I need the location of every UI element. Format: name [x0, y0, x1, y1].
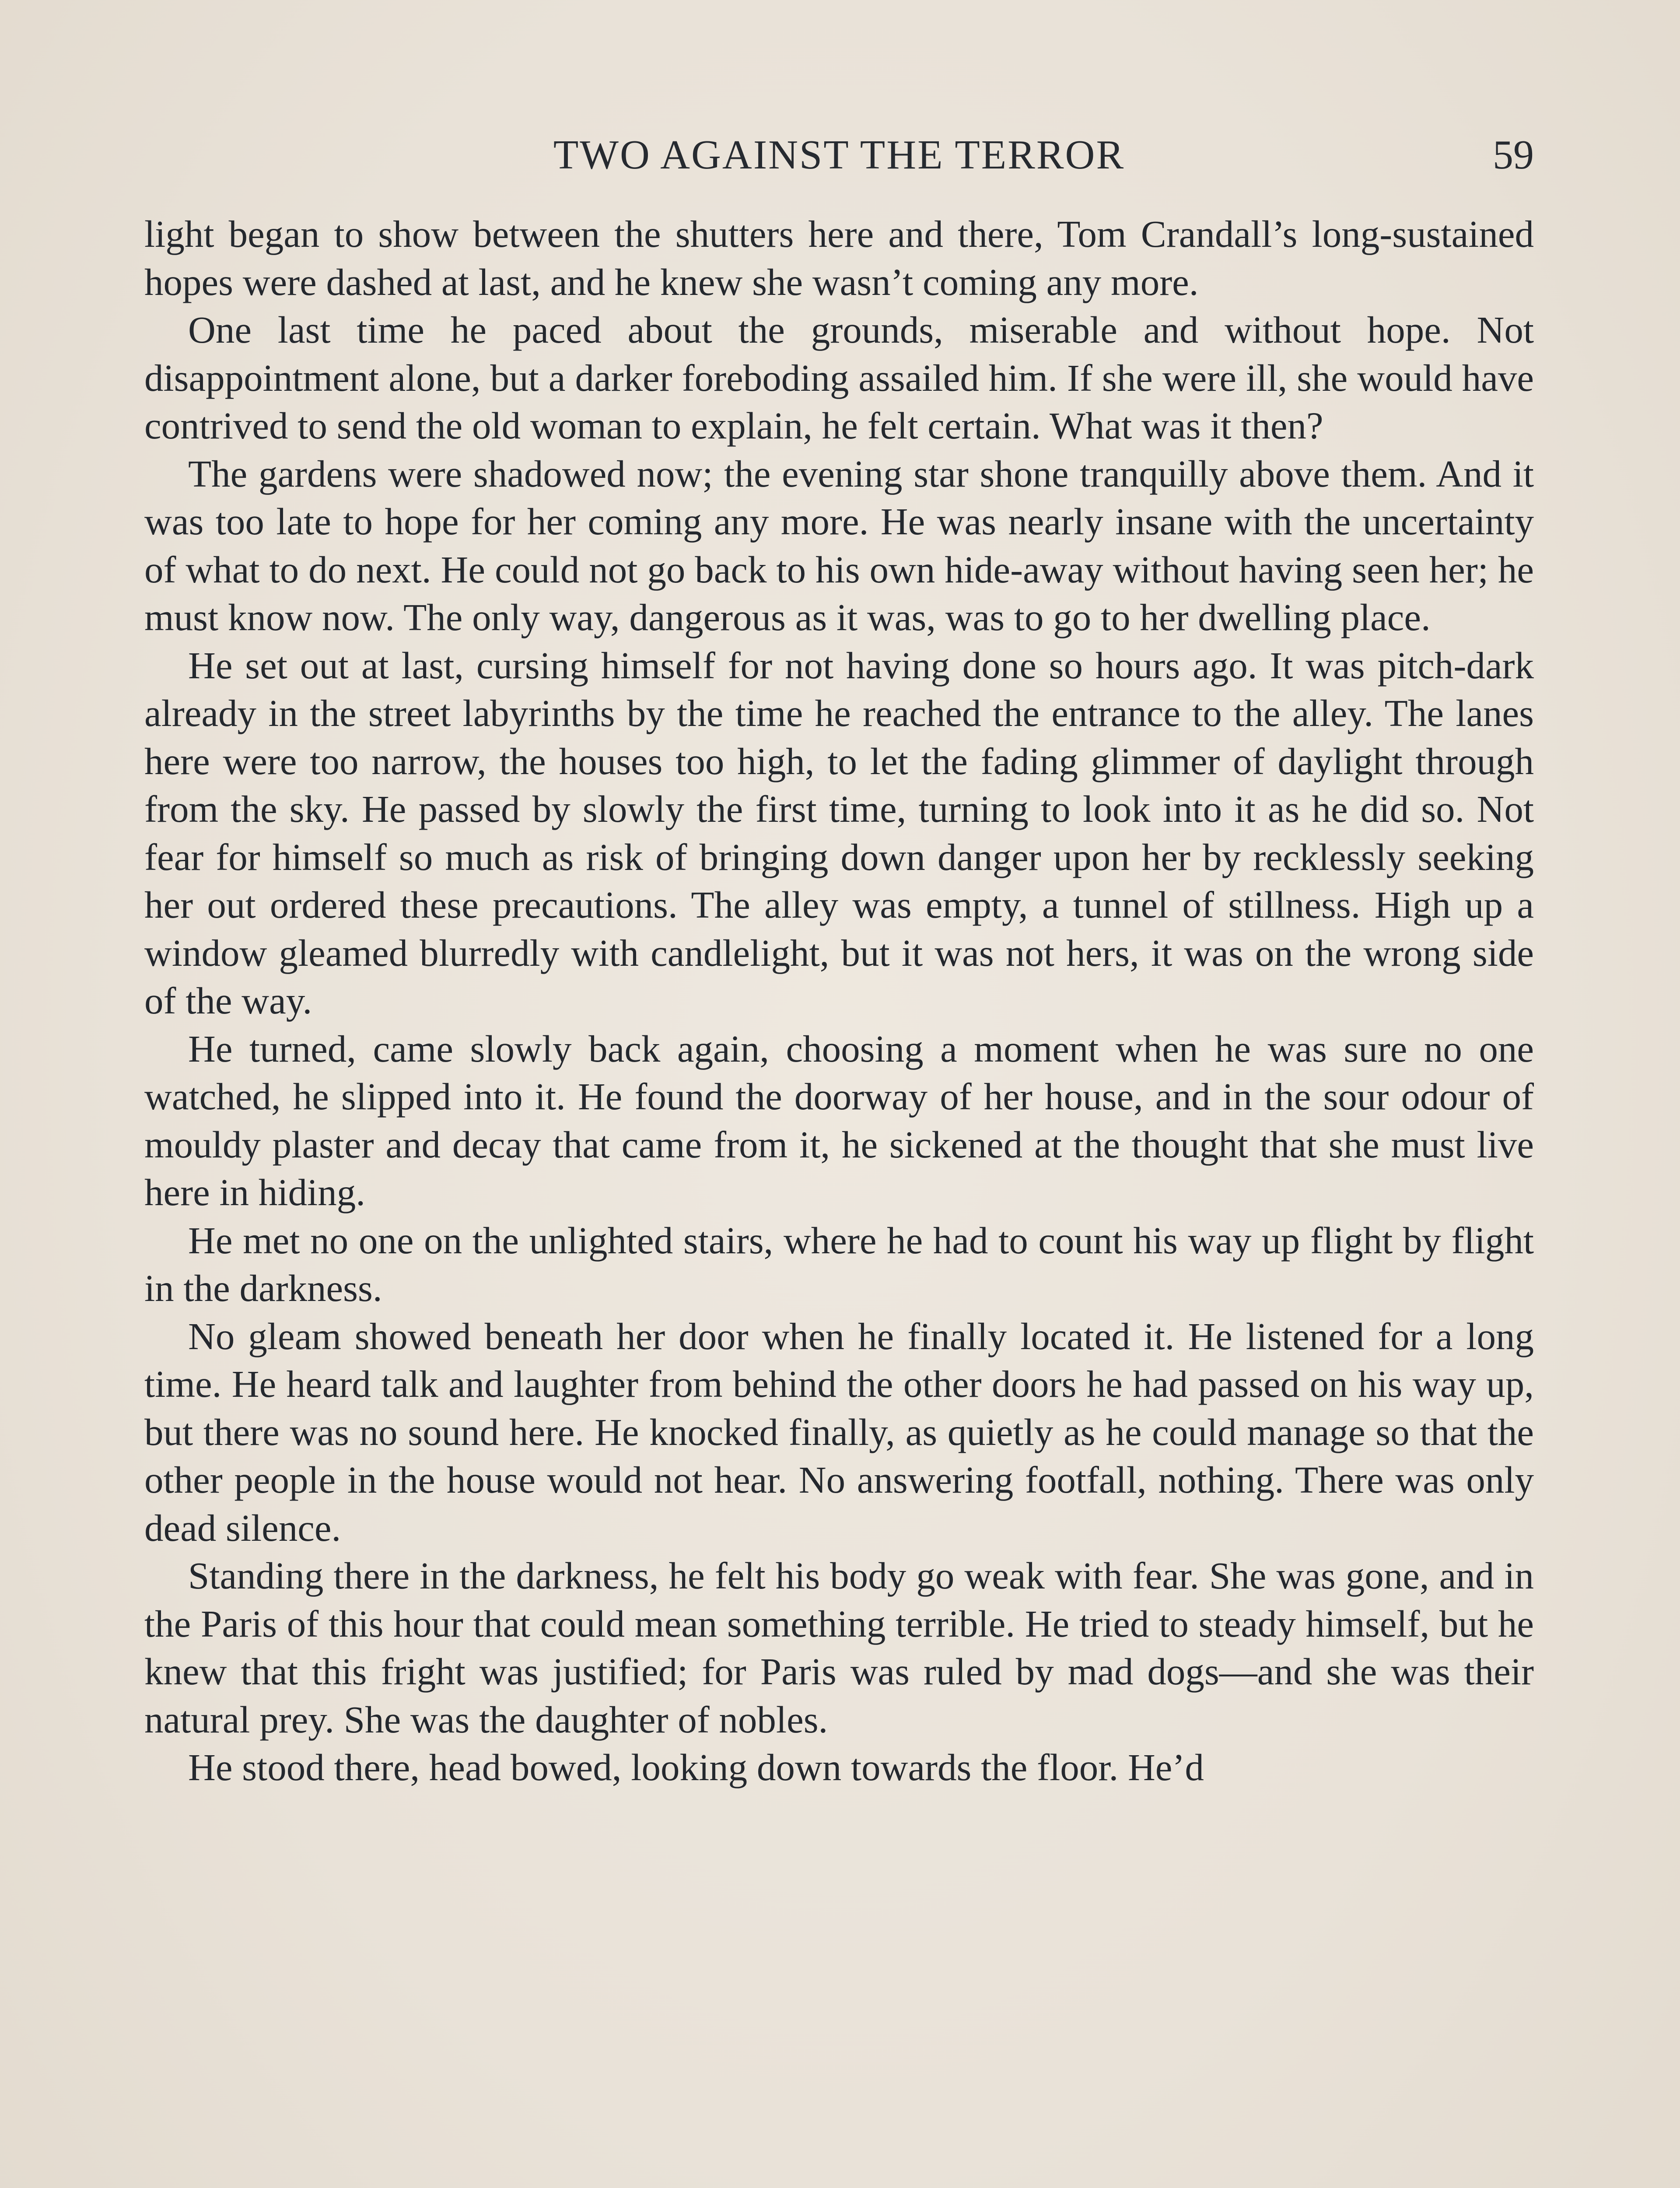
paragraph: One last time he paced about the grounds, miserable and without hope. Not disappointment alone, but a darker foreboding assailed him. If she were ill, she would have contrived to send the old woman to explain, he felt certain. What was it then? — [144, 309, 1534, 447]
body-text — [144, 210, 1534, 1792]
paragraph: He turned, came slowly back again, choosing a moment when he was sure no one watched, he slipped into it. He found the doorway of her house, and in the sour odour of mouldy plaster and decay that came from it, he sickened at the thought that she must live here in hiding. — [144, 1027, 1534, 1213]
paragraph: The gardens were shadowed now; the evening star shone tranquilly above them. And it was too late to hope for her coming any more. He was nearly insane with the uncertainty of what to do next. He could not go back to his own hide-away without having seen her; he must know now. The only way, dangerous as it was, was to go to her dwelling place. — [144, 452, 1534, 638]
paragraph: He set out at last, cursing himself for not having done so hours ago. It was pitch-dark already in the street labyrinths by the time he reached the entrance to the alley. The lanes here were too narrow, the houses too high, to let the fading glimmer of daylight through from the sky. He passed by slowly the first time, turning to look into it as he did so. Not fear for himself so much as risk of bringing down danger upon her by recklessly seeking her out ordered these precautions. The alley was empty, a tunnel of stillness. High up a window gleamed blurredly with candlelight, but it was not hers, it was on the wrong side of the way. — [144, 644, 1534, 1022]
paragraph: light began to show between the shutters here and there, Tom Crandall’s long-sustained hopes were dashed at last, and he knew she wasn’t coming any more. — [144, 213, 1534, 303]
paragraph: He met no one on the unlighted stairs, where he had to count his way up flight by flight in the darkness. — [144, 1219, 1534, 1309]
page-number: 59 — [1493, 132, 1534, 178]
paragraph: No gleam showed beneath her door when he finally located it. He listened for a long time. He heard talk and laughter from behind the other doors he had passed on his way up, but there was no sound here. He knocked finally, as quietly as he could manage so that the other people in the house would not hear. No answering footfall, nothing. There was only dead silence. — [144, 1315, 1534, 1549]
paragraph: He stood there, head bowed, looking down towards the floor. He’d — [188, 1746, 1204, 1788]
running-head — [144, 131, 1534, 188]
running-title: TWO AGAINST THE TERROR — [553, 132, 1125, 178]
paragraph: Standing there in the darkness, he felt his body go weak with fear. She was gone, and in the Paris of this hour that could mean something terrible. He tried to steady himself, but he knew that this fright was justified; for Paris was ruled by mad dogs—and she was their natural prey. She was the daughter of nobles. — [144, 1554, 1534, 1741]
